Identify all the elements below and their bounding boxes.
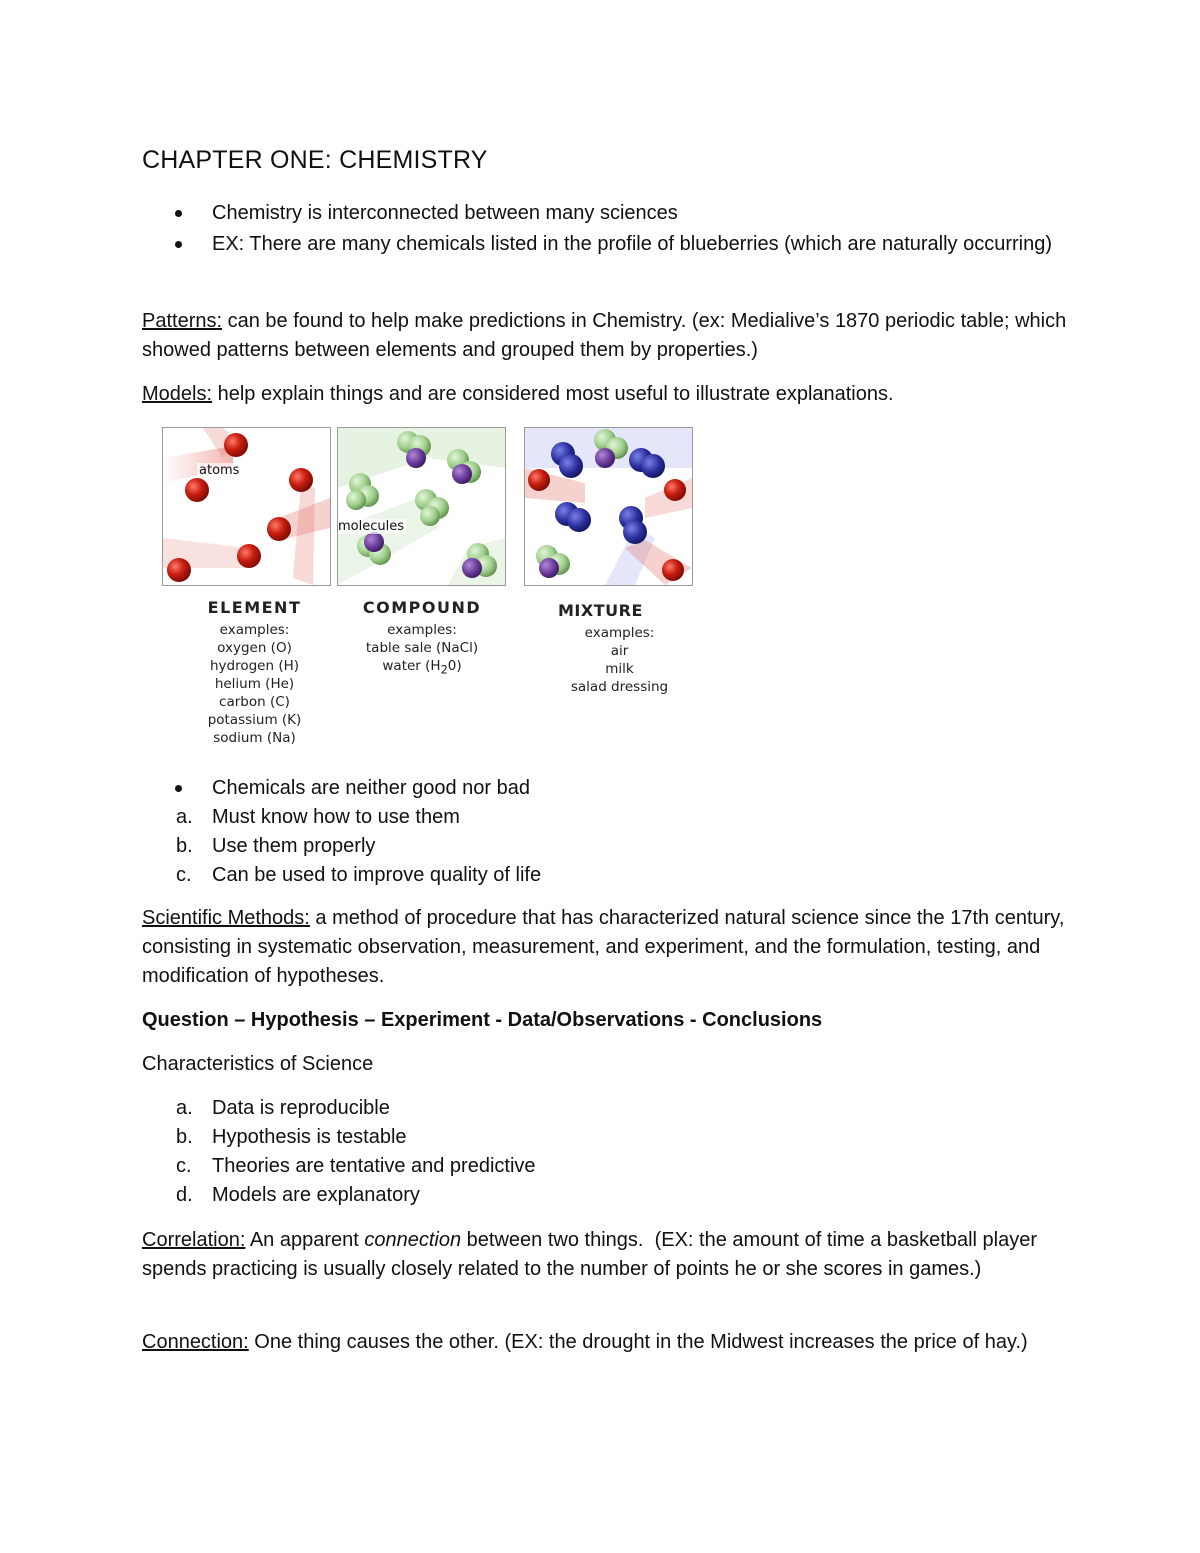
molecule-icon — [619, 506, 647, 544]
molecule-icon — [555, 502, 591, 532]
intro-bullet-list — [142, 199, 1067, 259]
bullet-icon — [175, 210, 182, 217]
list-item: Chemicals are neither good nor bad — [142, 774, 1067, 803]
characteristics-heading: Characteristics of Science — [142, 1053, 374, 1075]
atom-icon — [224, 433, 248, 457]
connection-label: Connection: — [142, 1331, 249, 1353]
models-label: Models: — [142, 383, 213, 405]
mixture-heading: MIXTURE — [558, 601, 643, 620]
list-item: b. Use them properly — [176, 835, 376, 857]
method-steps: Question – Hypothesis – Experiment - Data/Observations - Conclusions — [142, 1009, 823, 1031]
list-item: c. Theories are tentative and predictive — [176, 1155, 536, 1177]
bullet-icon — [175, 785, 182, 792]
molecule-icon — [536, 545, 570, 578]
characteristics-list — [142, 1094, 1067, 1210]
bullet-icon — [175, 241, 182, 248]
list-item: c. Can be used to improve quality of life — [176, 864, 542, 886]
scientific-methods-label: Scientific Methods: — [142, 907, 310, 929]
atom-icon — [289, 468, 313, 492]
mixture-caption: MIXTURE examples: air milk salad dressing — [532, 598, 707, 696]
matter-classification-figure — [162, 425, 702, 760]
atoms-tag: atoms — [199, 463, 240, 478]
scientific-methods-paragraph: Scientific Methods: a method of procedure that has characterized natural science since the 17th century, consisting in systematic observation, measurement, and experiment, and the formulation, testing, and modification of hypotheses. — [142, 907, 1065, 987]
atom-icon — [662, 559, 684, 581]
chapter-title: CHAPTER ONE: CHEMISTRY — [142, 146, 488, 174]
chemicals-bullet-list — [142, 774, 1067, 803]
atom-icon — [185, 478, 209, 502]
compound-heading: COMPOUND — [362, 598, 482, 617]
models-paragraph: Models: help explain things and are considered most useful to illustrate explanations. — [142, 383, 894, 405]
molecule-icon — [346, 473, 379, 510]
list-item: Chemistry is interconnected between many sciences — [142, 199, 1067, 228]
patterns-paragraph: Patterns: can be found to help make predictions in Chemistry. (ex: Medialive’s 1870 periodic table; which showed patterns between elements and grouped them by properties.) — [142, 310, 1067, 361]
atom-icon — [528, 469, 550, 491]
atom-icon — [167, 558, 191, 582]
chemicals-alpha-list — [142, 803, 1067, 890]
element-heading: ELEMENT — [207, 598, 302, 617]
list-item: EX: There are many chemicals listed in the profile of blueberries (which are naturally occurring) — [142, 230, 1067, 259]
correlation-label: Correlation: — [142, 1229, 246, 1251]
patterns-label: Patterns: — [142, 310, 223, 332]
atoms-illustration — [163, 428, 330, 585]
element-caption: ELEMENT examples: oxygen (O) hydrogen (H) helium (He) carbon (C) potassium (K) sodium (Na) — [162, 595, 347, 747]
atom-icon — [267, 517, 291, 541]
connection-paragraph: Connection: One thing causes the other. (EX: the drought in the Midwest increases the price of hay.) — [142, 1331, 1028, 1353]
list-item: d. Models are explanatory — [176, 1184, 420, 1206]
list-item: a. Data is reproducible — [176, 1097, 390, 1119]
correlation-paragraph: Correlation: An apparent connection between two things. (EX: the amount of time a basketball player spends practicing is usually closely related to the number of points he or she scores in games.) — [142, 1229, 1037, 1280]
list-item: a. Must know how to use them — [176, 806, 460, 828]
list-item: b. Hypothesis is testable — [176, 1126, 407, 1148]
mixture-panel — [524, 427, 693, 586]
molecules-illustration — [338, 428, 505, 585]
molecules-tag: molecules — [338, 519, 404, 534]
atom-icon — [237, 544, 261, 568]
compound-caption: COMPOUND examples: table sale (NaCl) water $(H_20)$ — [332, 595, 512, 680]
element-panel — [162, 427, 331, 586]
mixture-illustration — [525, 428, 692, 585]
atom-icon — [664, 479, 686, 501]
compound-panel — [337, 427, 506, 586]
